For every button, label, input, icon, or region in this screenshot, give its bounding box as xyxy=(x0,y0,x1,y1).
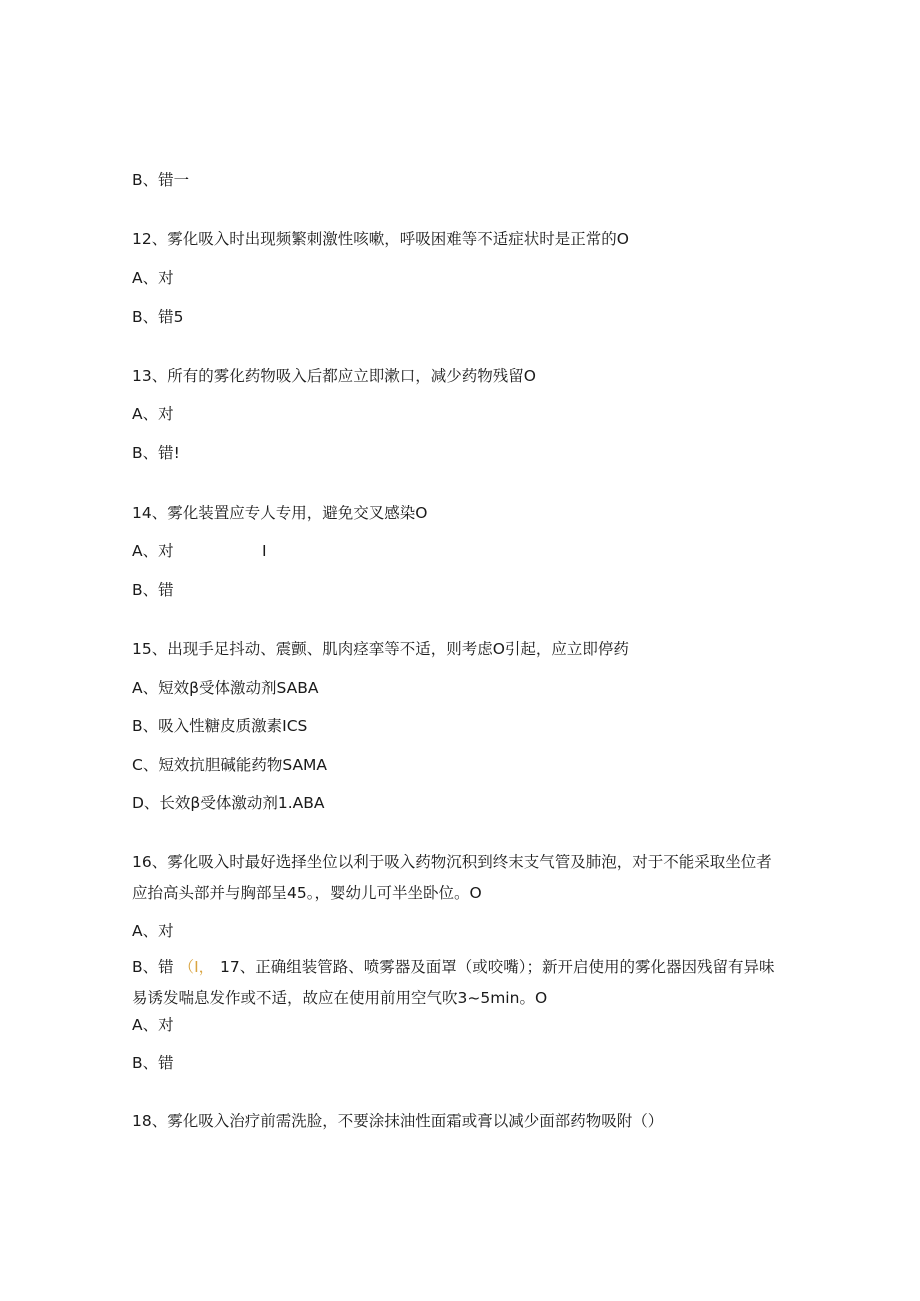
question-15: 15、出现手足抖动、震颤、肌肉痉挛等不适，则考虑O引起，应立即停药 xyxy=(132,640,629,658)
option-b-previous: B、错一 xyxy=(132,171,190,189)
question-17-option-a: A、对 xyxy=(132,1016,174,1034)
question-15-option-d: D、长效β受体激动剂1.ABA xyxy=(132,794,325,812)
question-12-option-b: B、错5 xyxy=(132,308,184,326)
question-13-option-b: B、错! xyxy=(132,444,180,462)
stray-mark: I xyxy=(262,542,267,560)
option-b-label: B、错 xyxy=(132,958,174,976)
question-14-option-b: B、错 xyxy=(132,581,174,599)
question-12-option-a: A、对 xyxy=(132,269,174,287)
question-17: 17、正确组装管路、喷雾器及面罩（或咬嘴）；新开启使用的雾化器因残留有异味易诱发喘息发作或不适，故应在使用前用空气吹3~5min。O xyxy=(132,958,775,1007)
question-16: 16、雾化吸入时最好选择坐位以利于吸入药物沉积到终末支气管及肺泡，对于不能采取坐位者应抬高头部并与胸部呈45。，婴幼儿可半坐卧位。O xyxy=(132,853,772,902)
question-13-option-a: A、对 xyxy=(132,405,174,423)
question-14: 14、雾化装置应专人专用，避免交叉感染O xyxy=(132,504,428,522)
handwritten-mark: （I， xyxy=(178,958,215,976)
question-15-option-a: A、短效β受体激动剂SABA xyxy=(132,679,319,697)
question-18: 18、雾化吸入治疗前需洗脸，不要涂抹油性面霜或膏以减少面部药物吸附（） xyxy=(132,1112,664,1130)
question-15-option-b: B、吸入性糖皮质激素ICS xyxy=(132,717,308,735)
question-14-option-a: A、对 xyxy=(132,542,174,560)
question-17-option-b: B、错 xyxy=(132,1054,174,1072)
question-15-option-c: C、短效抗胆碱能药物SAMA xyxy=(132,756,328,774)
question-12: 12、雾化吸入时出现频繁刺激性咳嗽，呼吸困难等不适症状时是正常的O xyxy=(132,230,629,248)
question-13: 13、所有的雾化药物吸入后都应立即漱口，减少药物残留O xyxy=(132,367,536,385)
question-16-option-a: A、对 xyxy=(132,922,174,940)
